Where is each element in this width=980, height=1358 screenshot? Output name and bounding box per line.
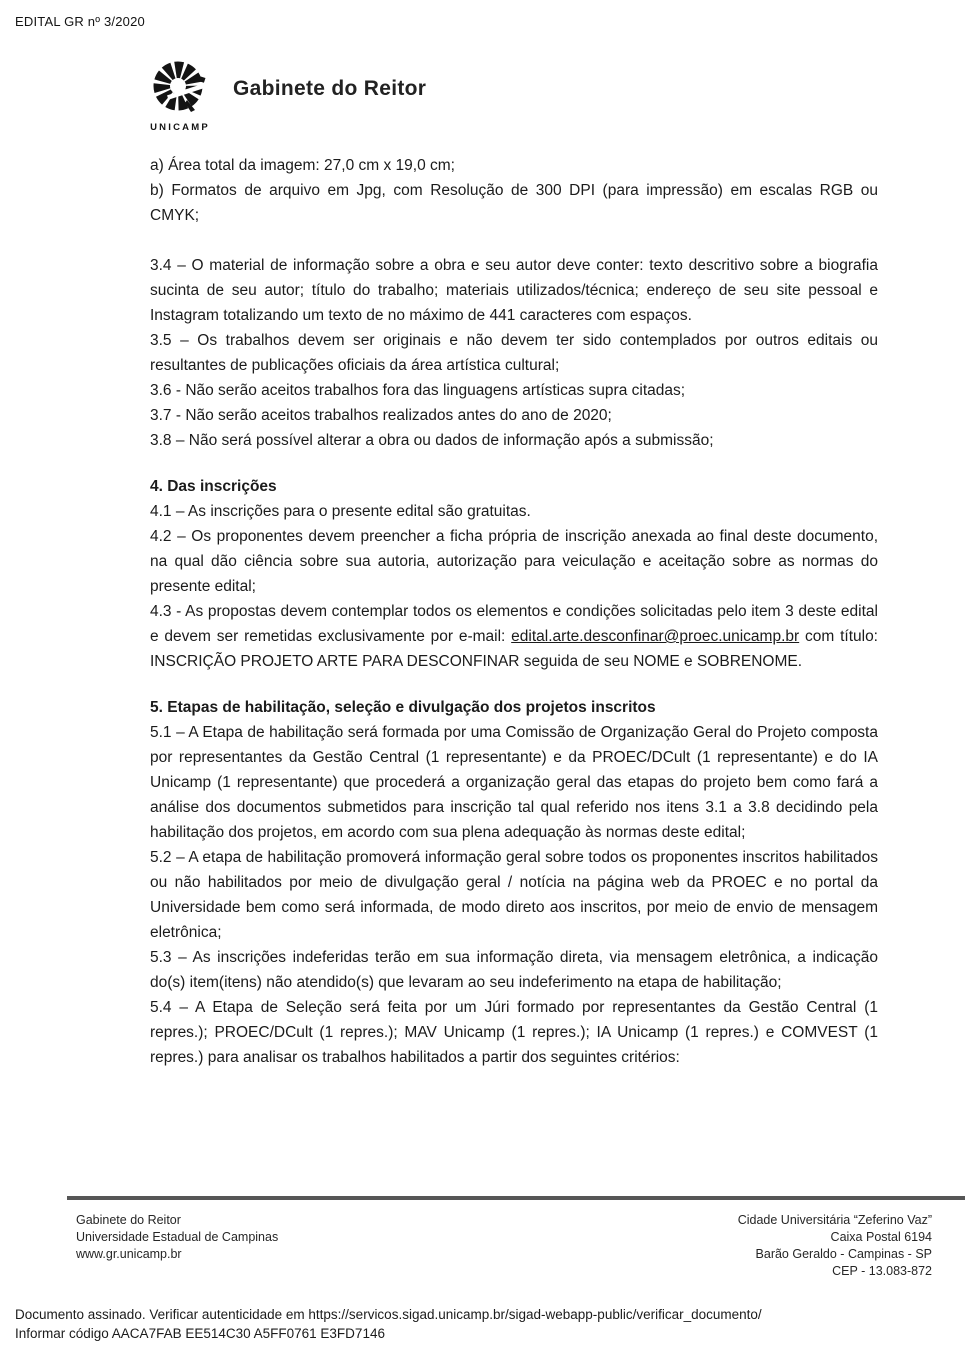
clause-4-3	[150, 599, 878, 674]
signature-verification-line2: Informar código AACA7FAB EE514C30 A5FF0761 E3FD7146	[15, 1326, 385, 1341]
footer-office-block	[76, 1212, 278, 1280]
document-body	[150, 153, 878, 1070]
spec-item-b: b) Formatos de arquivo em Jpg, com Resolução de 300 DPI (para impressão) em escalas RGB ou CMYK;	[150, 182, 878, 224]
unicamp-logo	[147, 60, 213, 133]
clause-3-8: 3.8 – Não será possível alterar a obra ou dados de informação após a submissão;	[150, 432, 714, 449]
clause-4-1: 4.1 – As inscrições para o presente edital são gratuitas.	[150, 503, 531, 520]
unicamp-emblem-icon	[151, 60, 209, 121]
letterhead	[147, 60, 426, 133]
clause-3-5: 3.5 – Os trabalhos devem ser originais e não devem ter sido contemplados por outros editais ou resultantes de publicações oficiais da área artística cultural;	[150, 332, 878, 374]
spec-item-a: a) Área total da imagem: 27,0 cm x 19,0 cm;	[150, 157, 455, 174]
footer-address-block	[738, 1212, 932, 1280]
section-5-heading: 5. Etapas de habilitação, seleção e divulgação dos projetos inscritos	[150, 699, 656, 716]
clause-4-3-text-after: com título: INSCRIÇÃO PROJETO ARTE PARA DESCONFINAR seguida de seu NOME e SOBRENOME.	[150, 628, 878, 670]
clause-5-4: 5.4 – A Etapa de Seleção será feita por um Júri formado por representantes da Gestão Central (1 repres.); PROEC/DCult (1 repres.); MAV Unicamp (1 repres.); IA Unicamp (1 repres.) e COMVEST (1 repres.) para analisar os trabalhos habilitados a partir dos seguintes critérios:	[150, 999, 878, 1066]
footer-district-city: Barão Geraldo - Campinas - SP	[755, 1247, 932, 1261]
clause-3-4: 3.4 – O material de informação sobre a obra e seu autor deve conter: texto descritivo sobre a biografia sucinta de seu autor; título do trabalho; materiais utilizados/técnica; endereço de seu site pessoal e Instagram totalizando um texto de no máximo de 441 caracteres com espaços.	[150, 257, 878, 324]
section-4-heading: 4. Das inscrições	[150, 478, 277, 495]
clause-4-2: 4.2 – Os proponentes devem preencher a ficha própria de inscrição anexada ao final deste documento, na qual dão ciência sobre sua autoria, autorização para veiculação e aceitação sobre as normas do presente edital;	[150, 528, 878, 595]
footer-office-name: Gabinete do Reitor	[76, 1213, 181, 1227]
clause-4-3-text-before: 4.3 - As propostas devem contemplar todos os elementos e condições solicitadas pelo item 3 deste edital e devem ser remetidas exclusivamente por e-mail:	[150, 603, 878, 645]
unicamp-logo-label: UNICAMP	[150, 122, 210, 133]
submission-email-link[interactable]: edital.arte.desconfinar@proec.unicamp.br	[511, 628, 800, 645]
footer-po-box: Caixa Postal 6194	[830, 1230, 932, 1244]
document-reference: EDITAL GR nº 3/2020	[15, 14, 145, 29]
clause-5-3: 5.3 – As inscrições indeferidas terão em sua informação direta, via mensagem eletrônica, a indicação do(s) item(itens) não atendido(s) que levaram ao seu indeferimento na etapa de habilitação;	[150, 949, 878, 991]
footer-campus: Cidade Universitária “Zeferino Vaz”	[737, 1213, 932, 1227]
signature-verification	[15, 1305, 955, 1343]
clause-3-7: 3.7 - Não serão aceitos trabalhos realizados antes do ano de 2020;	[150, 407, 612, 424]
footer-website: www.gr.unicamp.br	[76, 1247, 182, 1261]
office-title: Gabinete do Reitor	[233, 76, 427, 100]
signature-verification-line1: Documento assinado. Verificar autenticidade em https://servicos.sigad.unicamp.br/sigad-webapp-public/verificar_documento/	[15, 1307, 762, 1322]
clause-3-6: 3.6 - Não serão aceitos trabalhos fora das linguagens artísticas supra citadas;	[150, 382, 686, 399]
clause-5-1: 5.1 – A Etapa de habilitação será formada por uma Comissão de Organização Geral do Projeto composta por representantes da Gestão Central (1 representante) e da PROEC/DCult (1 representante) e do IA Unicamp (1 representante) que procederá a organização geral das etapas do projeto bem como fará a análise dos documentos submetidos para inscrição tal qual referido nos itens 3.1 a 3.8 decidindo pela habilitação dos projetos, em acordo com sua plena adequação às normas deste edital;	[150, 724, 878, 841]
footer-university-name: Universidade Estadual de Campinas	[76, 1230, 279, 1244]
footer-divider	[67, 1196, 965, 1200]
footer	[76, 1212, 932, 1280]
footer-postal-code: CEP - 13.083-872	[832, 1264, 932, 1278]
clause-5-2: 5.2 – A etapa de habilitação promoverá informação geral sobre todos os proponentes inscritos habilitados ou não habilitados por meio de divulgação geral / notícia na página web da PROEC e no portal da Universidade bem como será informada, de modo direto aos inscritos, por meio de envio de mensagem eletrônica;	[150, 849, 878, 941]
